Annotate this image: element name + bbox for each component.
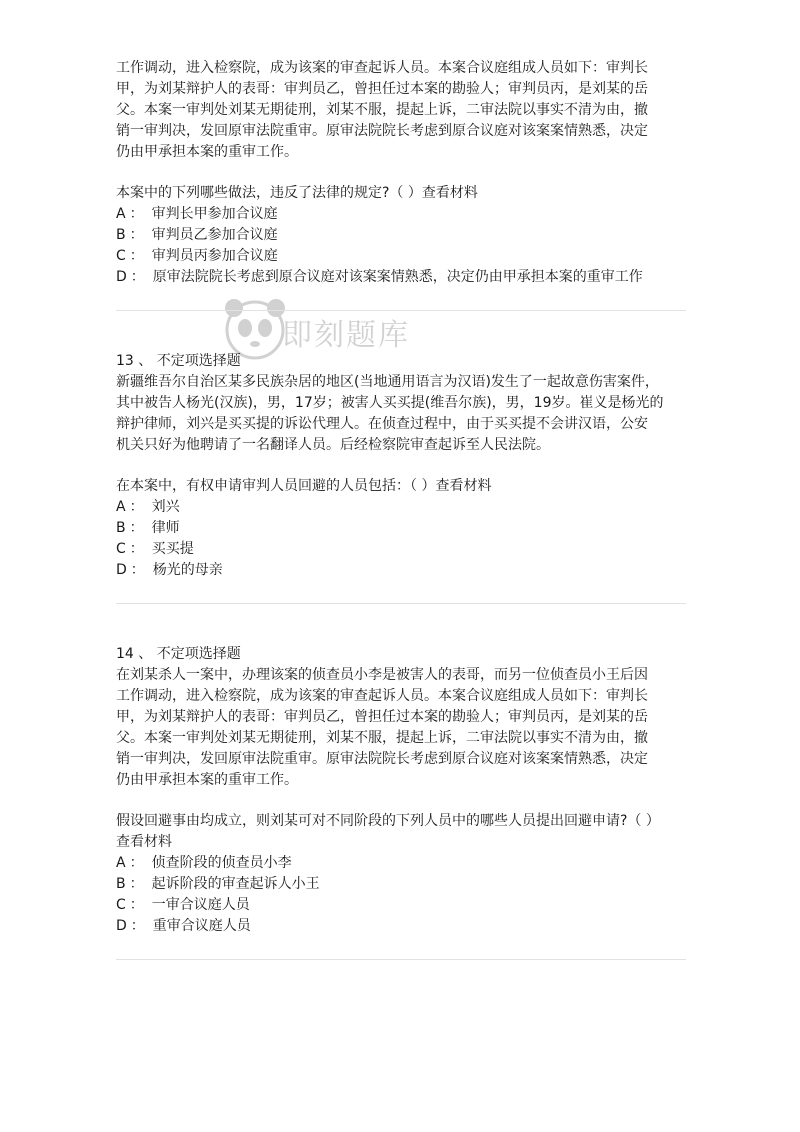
option-sep: ： bbox=[130, 918, 145, 934]
divider bbox=[116, 603, 686, 604]
option-text: 买买提 bbox=[151, 541, 194, 557]
option-text: 杨光的母亲 bbox=[152, 562, 223, 578]
text-line: 销一审判决，发回原审法院重审。原审法院院长考虑到原合议庭对该案案情熟悉，决定 bbox=[116, 123, 648, 139]
text-line: 销一审判决，发回原审法院重审。原审法院院长考虑到原合议庭对该案案情熟悉，决定 bbox=[116, 751, 648, 767]
text-line: 其中被告人杨光(汉族)，男，17岁；被害人买买提(维吾尔族)，男，19岁。崔义是杨光的 bbox=[116, 395, 664, 411]
option-sep: ： bbox=[129, 499, 144, 515]
option-sep: ： bbox=[129, 206, 144, 222]
text-line: 机关只好为他聘请了一名翻译人员。后经检察院审查起诉至人民法院。 bbox=[116, 437, 550, 453]
option-text: 起诉阶段的审查起诉人小王 bbox=[151, 876, 320, 892]
option-letter: D bbox=[116, 918, 127, 934]
option-d[interactable] bbox=[116, 916, 686, 937]
option-c[interactable] bbox=[116, 539, 686, 560]
option-letter: A bbox=[116, 499, 126, 515]
option-text: 重审合议庭人员 bbox=[152, 918, 251, 934]
option-text: 原审法院院长考虑到原合议庭对该案案情熟悉，决定仍由甲承担本案的重审工作 bbox=[152, 269, 643, 285]
divider bbox=[116, 310, 686, 311]
option-letter: D bbox=[116, 269, 127, 285]
option-letter: A bbox=[116, 855, 126, 871]
option-letter: B bbox=[116, 876, 126, 892]
option-list bbox=[116, 497, 686, 581]
text-line: 仍由甲承担本案的重审工作。 bbox=[116, 144, 298, 160]
option-c[interactable] bbox=[116, 246, 686, 267]
text-line: 仍由甲承担本案的重审工作。 bbox=[116, 772, 298, 788]
question-header: 14 、 不定项选择题 bbox=[116, 646, 241, 662]
option-text: 审判员乙参加合议庭 bbox=[151, 227, 278, 243]
question-text: 查看材料 bbox=[116, 834, 172, 850]
option-letter: B bbox=[116, 227, 126, 243]
option-sep: ： bbox=[130, 269, 145, 285]
option-text: 刘兴 bbox=[151, 499, 180, 515]
text-line: 甲，为刘某辩护人的表哥：审判员乙，曾担任过本案的勘验人；审判员丙，是刘某的岳 bbox=[116, 81, 648, 97]
text-line: 工作调动，进入检察院，成为该案的审查起诉人员。本案合议庭组成人员如下：审判长 bbox=[116, 60, 648, 76]
option-letter: C bbox=[116, 897, 126, 913]
intro-material bbox=[116, 58, 686, 163]
option-text: 审判长甲参加合议庭 bbox=[151, 206, 278, 222]
option-letter: C bbox=[116, 248, 126, 264]
option-sep: ： bbox=[129, 248, 144, 264]
option-b[interactable] bbox=[116, 225, 686, 246]
text-line: 在刘某杀人一案中，办理该案的侦查员小李是被害人的表哥，而另一位侦查员小王后因 bbox=[116, 667, 648, 683]
option-a[interactable] bbox=[116, 204, 686, 225]
option-d[interactable] bbox=[116, 560, 686, 581]
text-line: 辩护律师，刘兴是买买提的诉讼代理人。在侦查过程中，由于买买提不会讲汉语，公安 bbox=[116, 416, 648, 432]
question-text: 本案中的下列哪些做法，违反了法律的规定?（ ）查看材料 bbox=[116, 185, 478, 201]
option-list bbox=[116, 853, 686, 937]
divider bbox=[116, 959, 686, 960]
option-d[interactable] bbox=[116, 267, 686, 288]
question-material bbox=[116, 372, 686, 456]
option-b[interactable] bbox=[116, 874, 686, 895]
option-sep: ： bbox=[129, 227, 144, 243]
option-letter: B bbox=[116, 520, 126, 536]
text-line: 工作调动，进入检察院，成为该案的审查起诉人员。本案合议庭组成人员如下：审判长 bbox=[116, 688, 648, 704]
option-text: 审判员丙参加合议庭 bbox=[151, 248, 278, 264]
text-line: 甲，为刘某辩护人的表哥：审判员乙，曾担任过本案的勘验人；审判员丙，是刘某的岳 bbox=[116, 709, 648, 725]
option-sep: ： bbox=[129, 520, 144, 536]
question-material bbox=[116, 665, 686, 791]
document-page bbox=[116, 58, 686, 960]
option-list bbox=[116, 204, 686, 288]
watermark-text: 即刻题库 bbox=[282, 318, 410, 353]
option-letter: A bbox=[116, 206, 126, 222]
text-line: 父。本案一审判处刘某无期徒刑，刘某不服，提起上诉，二审法院以事实不清为由，撤 bbox=[116, 730, 648, 746]
option-text: 一审合议庭人员 bbox=[151, 897, 250, 913]
option-text: 侦查阶段的侦查员小李 bbox=[151, 855, 292, 871]
option-sep: ： bbox=[129, 855, 144, 871]
option-c[interactable] bbox=[116, 895, 686, 916]
option-a[interactable] bbox=[116, 853, 686, 874]
option-sep: ： bbox=[129, 541, 144, 557]
option-a[interactable] bbox=[116, 497, 686, 518]
question-text: 假设回避事由均成立，则刘某可对不同阶段的下列人员中的哪些人员提出回避申请?（ ） bbox=[116, 813, 660, 829]
option-b[interactable] bbox=[116, 518, 686, 539]
option-sep: ： bbox=[129, 897, 144, 913]
question-text: 在本案中，有权申请审判人员回避的人员包括：（ ）查看材料 bbox=[116, 478, 492, 494]
text-line: 新疆维吾尔自治区某多民族杂居的地区(当地通用语言为汉语)发生了一起故意伤害案件， bbox=[116, 374, 659, 390]
text-line: 父。本案一审判处刘某无期徒刑，刘某不服，提起上诉，二审法院以事实不清为由，撤 bbox=[116, 102, 648, 118]
option-text: 律师 bbox=[151, 520, 180, 536]
option-sep: ： bbox=[129, 876, 144, 892]
option-letter: C bbox=[116, 541, 126, 557]
option-letter: D bbox=[116, 562, 127, 578]
question-header: 13 、 不定项选择题 bbox=[116, 353, 241, 369]
option-sep: ： bbox=[130, 562, 145, 578]
